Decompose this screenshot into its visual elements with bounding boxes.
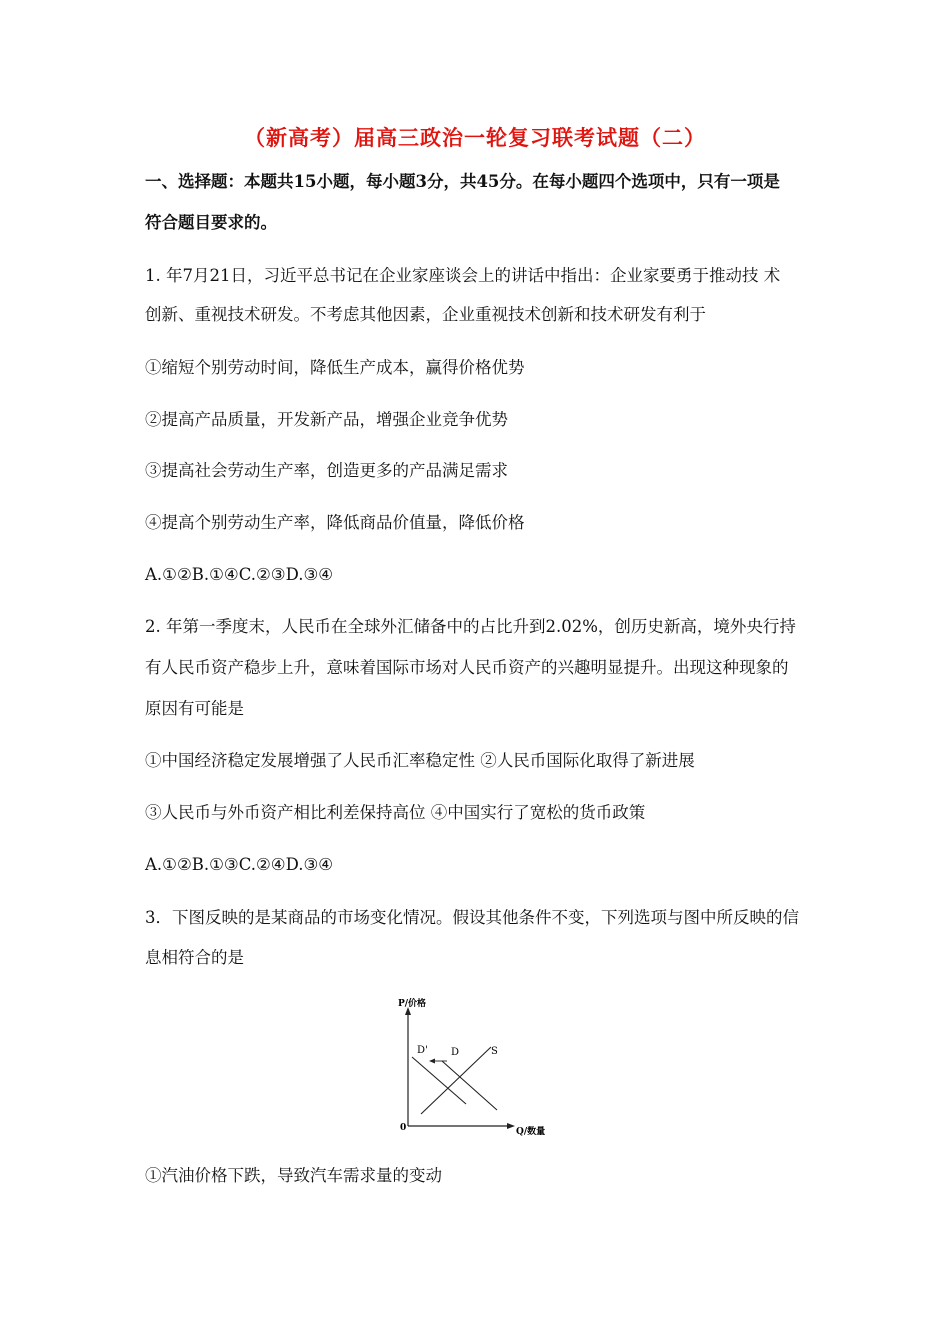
q1-option-1: ①缩短个别劳动时间，降低生产成本，赢得价格优势 bbox=[145, 358, 525, 377]
q1-option-4: ④提高个别劳动生产率，降低商品价值量，降低价格 bbox=[145, 513, 525, 532]
q3-stem-line-1: 3．下图反映的是某商品的市场变化情况。假设其他条件不变，下列选项与图中所反映的信 bbox=[145, 908, 799, 927]
x-axis-label: Q/数量 bbox=[516, 1127, 546, 1137]
curve-d-label: D bbox=[451, 1047, 460, 1058]
q1-stem-line-2: 创新、重视技术研发。不考虑其他因素，企业重视技术创新和技术研发有利于 bbox=[145, 305, 706, 324]
page-title: （新高考）届高三政治一轮复习联考试题（二） bbox=[244, 125, 706, 150]
y-axis-label: P/价格 bbox=[398, 999, 427, 1009]
x-axis-arrow bbox=[507, 1123, 515, 1129]
q3-option-1: ①汽油价格下跌，导致汽车需求量的变动 bbox=[145, 1166, 442, 1185]
q2-stem-line-2: 有人民币资产稳步上升，意味着国际市场对人民币资产的兴趣明显提升。出现这种现象的 bbox=[145, 658, 789, 677]
q1-option-3: ③提高社会劳动生产率，创造更多的产品满足需求 bbox=[145, 461, 508, 480]
origin-label: 0 bbox=[400, 1123, 407, 1133]
q2-stem-line-3: 原因有可能是 bbox=[145, 699, 244, 718]
q3-stem-line-2: 息相符合的是 bbox=[145, 948, 244, 967]
q2-options-3-4: ③人民币与外币资产相比利差保持高位 ④中国实行了宽松的货币政策 bbox=[145, 803, 646, 822]
q2-options-1-2: ①中国经济稳定发展增强了人民币汇率稳定性 ②人民币国际化取得了新进展 bbox=[145, 751, 695, 770]
curve-s-label: S bbox=[491, 1046, 498, 1057]
section-heading-line-2: 符合题目要求的。 bbox=[145, 213, 277, 232]
q1-answer-choices: A.①②B.①④C.②③D.③④ bbox=[145, 565, 334, 584]
supply-demand-graph bbox=[392, 994, 562, 1144]
q1-option-2: ②提高产品质量，开发新产品，增强企业竞争优势 bbox=[145, 410, 508, 429]
curve-d-prime-label: D' bbox=[417, 1045, 428, 1056]
q1-stem-line-1: 1. 年7月21日，习近平总书记在企业家座谈会上的讲话中指出：企业家要勇于推动技 术 bbox=[145, 266, 781, 285]
q2-stem-line-1: 2. 年第一季度末，人民币在全球外汇储备中的占比升到2.02%，创历史新高，境外央行持 bbox=[145, 617, 796, 636]
section-heading-line-1: 一、选择题：本题共15小题，每小题3分，共45分。在每小题四个选项中，只有一项是 bbox=[145, 172, 780, 191]
q2-answer-choices: A.①②B.①③C.②④D.③④ bbox=[145, 855, 334, 874]
shift-arrow-head bbox=[429, 1059, 435, 1064]
